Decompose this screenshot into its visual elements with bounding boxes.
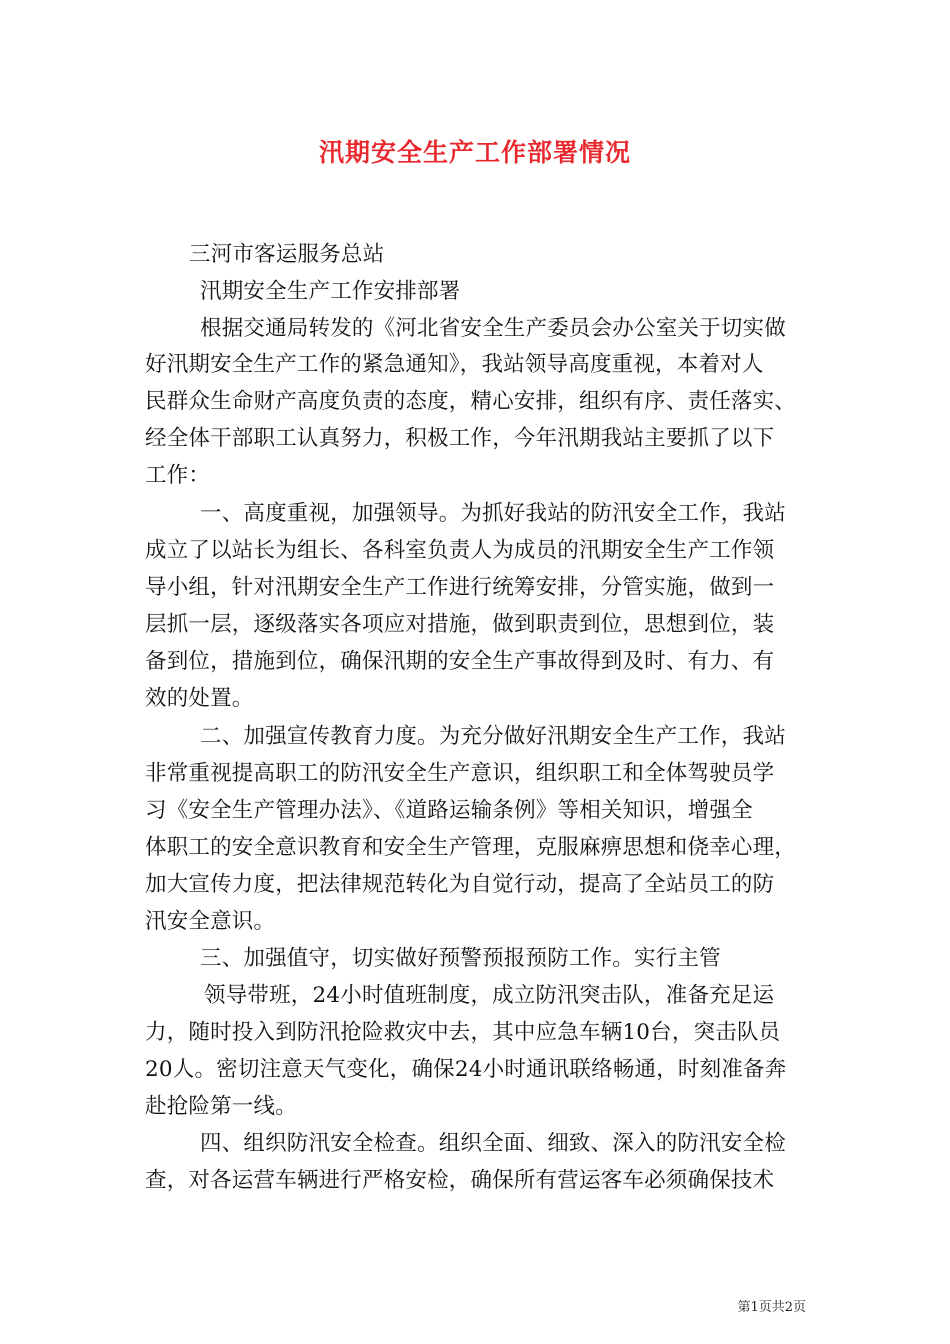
- paragraph-line: 导小组，针对汛期安全生产工作进行统筹安排，分管实施，做到一: [145, 575, 775, 600]
- paragraph-line: 二、加强宣传教育力度。为充分做好汛期安全生产工作，我站: [200, 724, 786, 749]
- paragraph-line: 赴抢险第一线。: [145, 1094, 297, 1119]
- paragraph-line: 一、高度重视，加强领导。为抓好我站的防汛安全工作，我站: [200, 501, 786, 526]
- subtitle: 汛期安全生产工作安排部署: [200, 279, 461, 304]
- paragraph-line: 查，对各运营车辆进行严格安检，确保所有营运客车必须确保技术: [145, 1168, 775, 1193]
- paragraph-line: 成立了以站长为组长、各科室负责人为成员的汛期安全生产工作领: [145, 538, 775, 563]
- paragraph-line: 民群众生命财产高度负责的态度，精心安排，组织有序、责任落实、: [145, 389, 797, 414]
- paragraph-line: 三、加强值守，切实做好预警预报预防工作。实行主管: [200, 946, 721, 971]
- paragraph-line: 工作：: [145, 463, 211, 488]
- paragraph-line: 效的处置。: [145, 686, 254, 711]
- paragraph-line: 汛安全意识。: [145, 909, 276, 934]
- org-name: 三河市客运服务总站: [189, 242, 385, 267]
- paragraph-line: 加大宣传力度，把法律规范转化为自觉行动，提高了全站员工的防: [145, 872, 775, 897]
- paragraph-line: 好汛期安全生产工作的紧急通知》，我站领导高度重视，本着对人: [145, 352, 764, 377]
- paragraph-line: 备到位，措施到位，确保汛期的安全生产事故得到及时、有力、有: [145, 649, 775, 674]
- paragraph-line: 经全体干部职工认真努力，积极工作，今年汛期我站主要抓了以下: [145, 426, 775, 451]
- paragraph-line: 四、组织防汛安全检查。组织全面、细致、深入的防汛安全检: [200, 1131, 786, 1156]
- paragraph-line: 领导带班，24小时值班制度，成立防汛突击队，准备充足运: [204, 983, 775, 1008]
- paragraph-line: 根据交通局转发的《河北省安全生产委员会办公室关于切实做: [200, 316, 786, 341]
- paragraph-line: 层抓一层，逐级落实各项应对措施，做到职责到位，思想到位，装: [145, 612, 775, 637]
- paragraph-line: 体职工的安全意识教育和安全生产管理，克服麻痹思想和侥幸心理，: [145, 835, 797, 860]
- page-number: 第1页共2页: [737, 1300, 806, 1315]
- paragraph-line: 力，随时投入到防汛抢险救灾中去，其中应急车辆10台，突击队员: [145, 1020, 781, 1045]
- paragraph-line: 非常重视提高职工的防汛安全生产意识，组织职工和全体驾驶员学: [145, 761, 775, 786]
- paragraph-line: 习《安全生产管理办法》、《道路运输条例》等相关知识，增强全: [145, 798, 753, 823]
- paragraph-line: 20人。密切注意天气变化，确保24小时通讯联络畅通，时刻准备奔: [145, 1057, 787, 1082]
- document-title: 汛期安全生产工作部署情况: [318, 138, 631, 167]
